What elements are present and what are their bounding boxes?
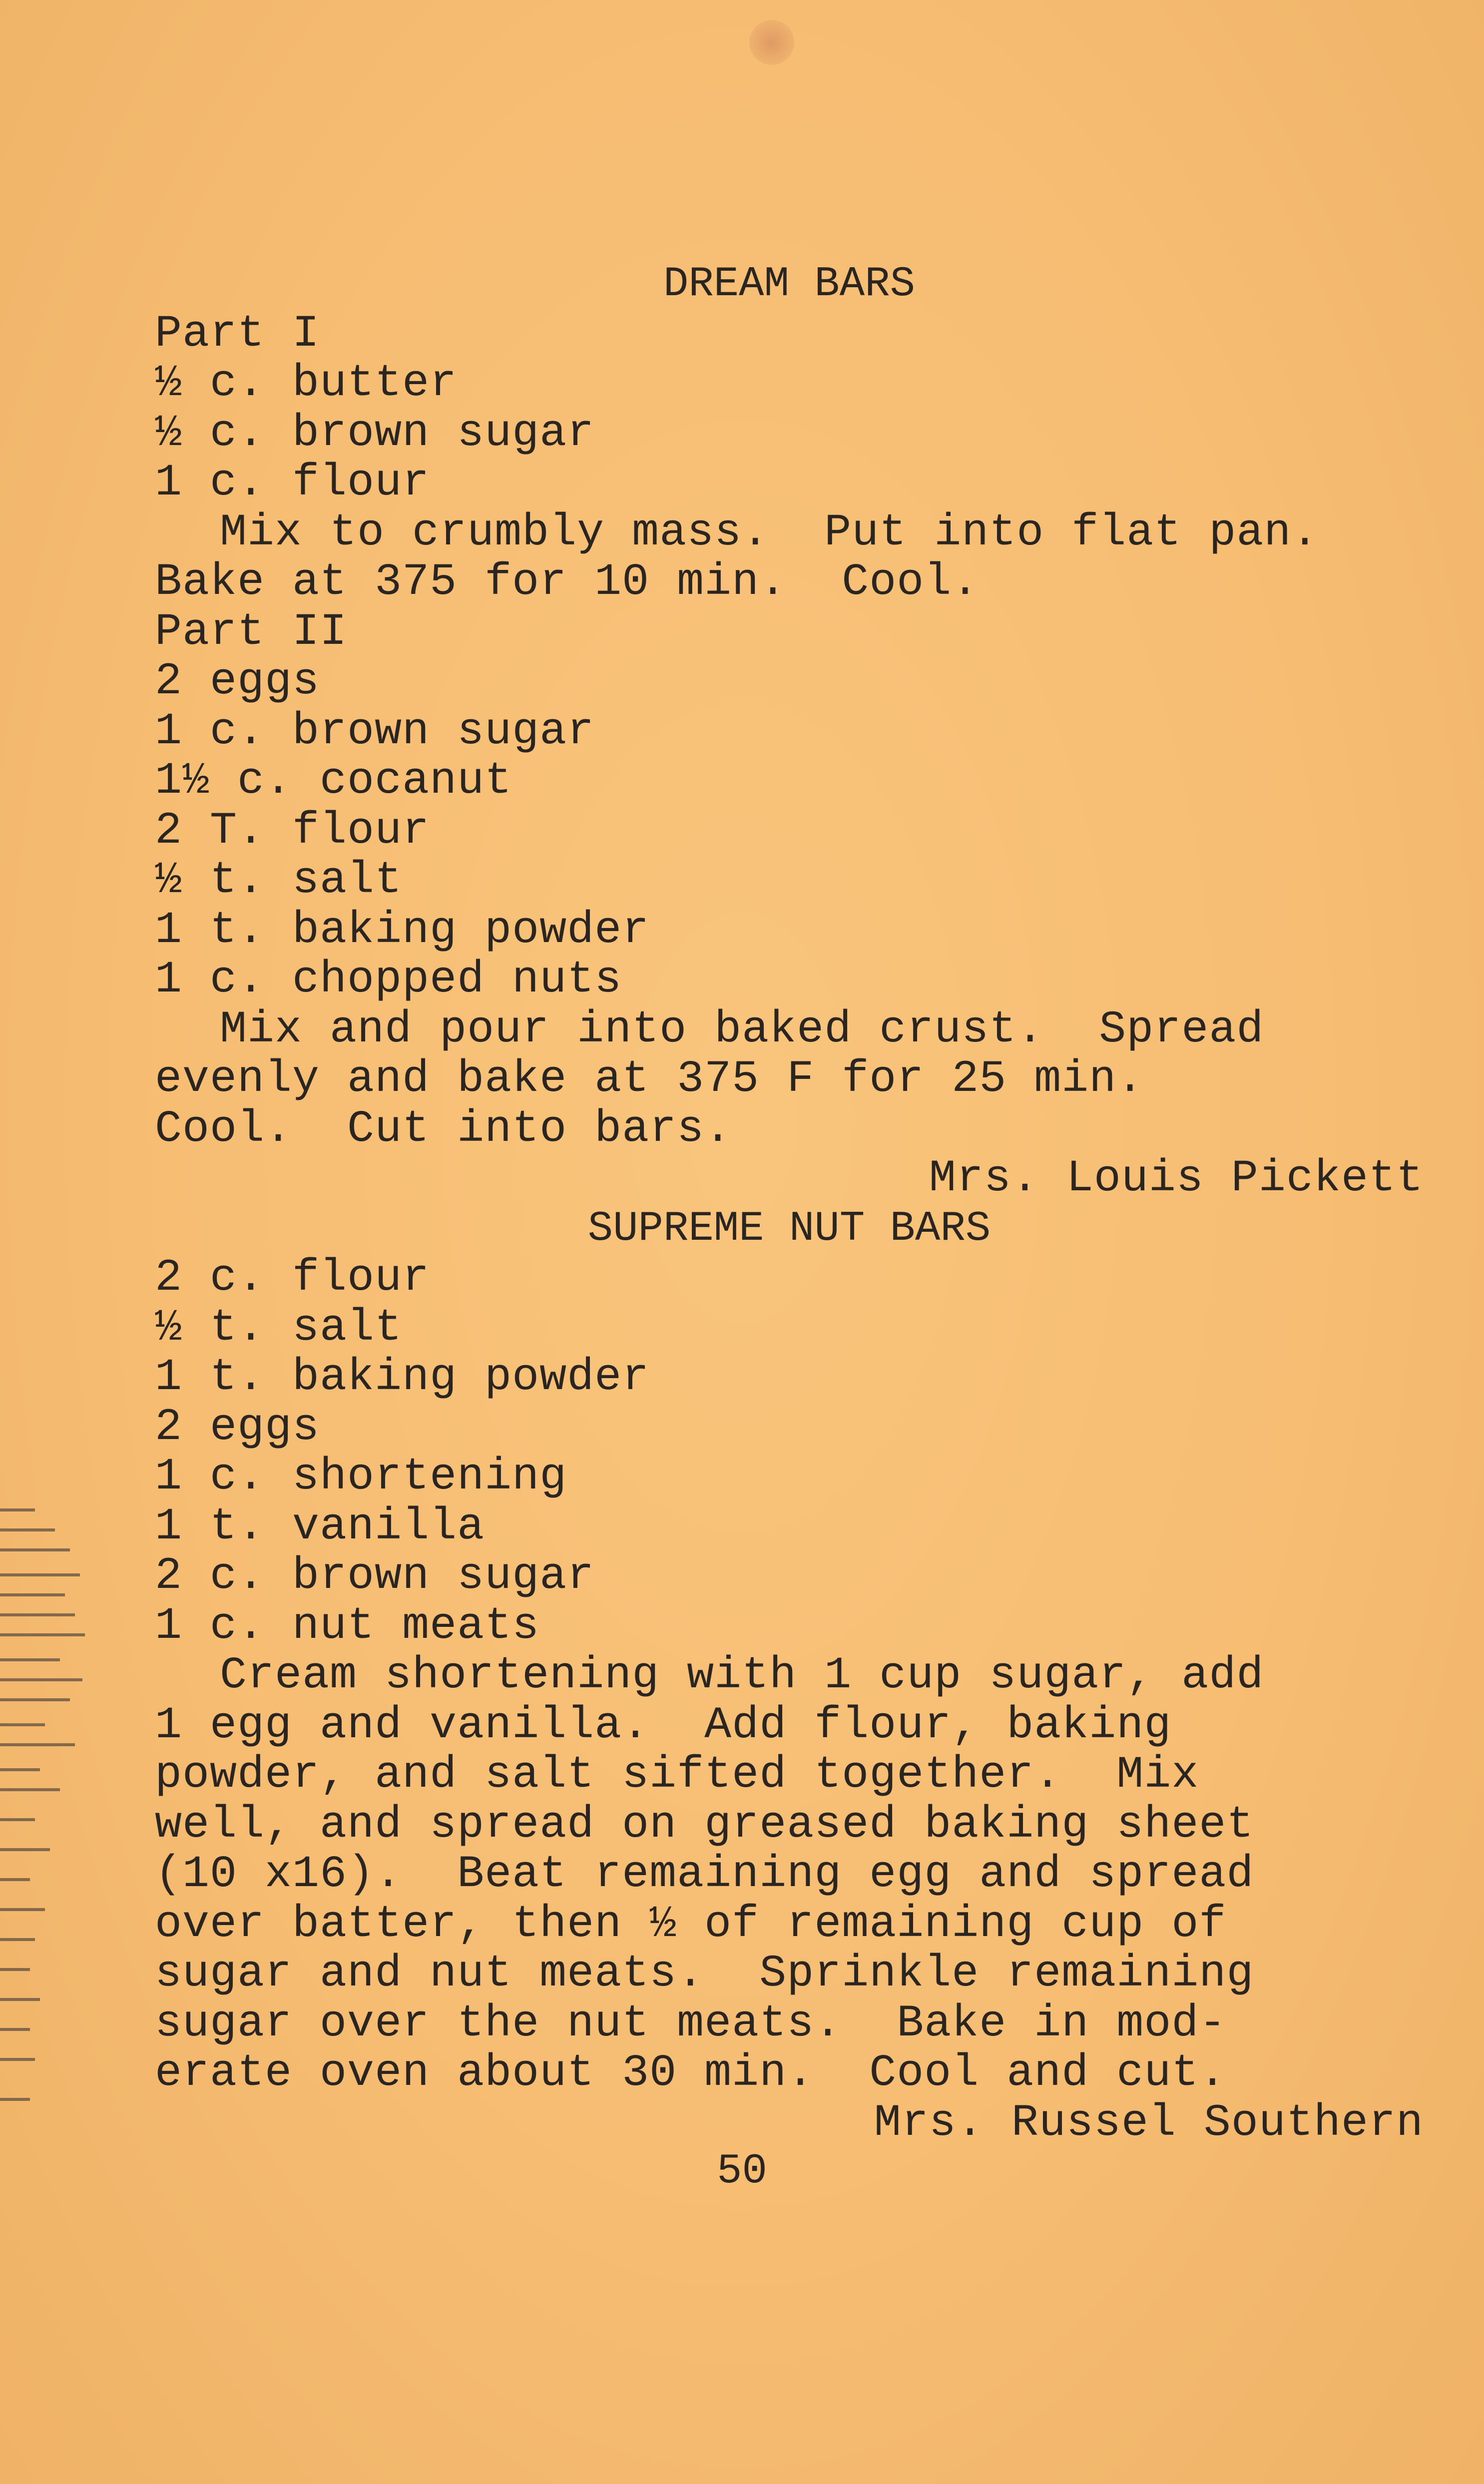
binding-marks	[0, 1508, 85, 2208]
binding-mark	[0, 1658, 60, 1661]
binding-mark	[0, 1878, 30, 1881]
binding-mark	[0, 1528, 55, 1531]
binding-mark	[0, 1908, 45, 1911]
binding-mark	[0, 1723, 45, 1726]
recipe-line: Bake at 375 for 10 min. Cool.	[155, 557, 980, 608]
recipe-author: Mrs. Russel Southern	[874, 2097, 1424, 2149]
recipe-line: erate oven about 30 min. Cool and cut.	[155, 2048, 1227, 2099]
binding-mark	[0, 1593, 65, 1596]
recipe-line: ½ c. brown sugar	[155, 408, 595, 459]
recipe-line: 1½ c. cocanut	[155, 756, 512, 807]
binding-mark	[0, 1508, 35, 1511]
recipe-text-block	[155, 260, 1424, 2148]
recipe-line: (10 x16). Beat remaining egg and spread	[155, 1849, 1254, 1900]
recipe-line: 2 eggs	[155, 656, 320, 707]
binding-mark	[0, 1633, 85, 1636]
recipe-line: sugar and nut meats. Sprinkle remaining	[155, 1949, 1254, 1999]
recipe-line: 1 t. baking powder	[155, 905, 650, 956]
recipe-line: Cream shortening with 1 cup sugar, add	[220, 1650, 1264, 1701]
recipe-line: Part I	[155, 308, 320, 360]
recipe-line: 1 egg and vanilla. Add flour, baking	[155, 1700, 1172, 1751]
recipe-line: 2 c. brown sugar	[155, 1551, 595, 1602]
binding-mark	[0, 1818, 35, 1821]
binding-mark	[0, 1698, 70, 1701]
recipe-author: Mrs. Louis Pickett	[929, 1153, 1424, 1204]
recipe-title: SUPREME NUT BARS	[587, 1205, 991, 1253]
recipe-line: 1 t. vanilla	[155, 1501, 485, 1552]
recipe-line: 1 c. shortening	[155, 1452, 567, 1502]
recipe-line: Part II	[155, 606, 348, 658]
recipe-line: ½ t. salt	[155, 1302, 403, 1354]
recipe-line: Mix to crumbly mass. Put into flat pan.	[220, 507, 1319, 558]
recipe-line: well, and spread on greased baking sheet	[155, 1799, 1254, 1851]
recipe-line: 2 T. flour	[155, 805, 430, 857]
binding-mark	[0, 1968, 30, 1971]
page-number: 50	[717, 2148, 767, 2195]
binding-mark	[0, 1743, 75, 1746]
recipe-line: Mix and pour into baked crust. Spread	[220, 1004, 1264, 1055]
recipe-line: 1 t. baking powder	[155, 1352, 650, 1403]
recipe-line: Cool. Cut into bars.	[155, 1103, 732, 1155]
recipe-line: ½ t. salt	[155, 855, 403, 906]
binding-mark	[0, 1678, 82, 1681]
recipe-line: 1 c. flour	[155, 458, 430, 508]
recipe-line: ½ c. butter	[155, 358, 458, 409]
recipe-lines	[155, 1254, 1424, 2099]
recipe-line: powder, and salt sifted together. Mix	[155, 1750, 1199, 1801]
recipe-line: 2 eggs	[155, 1402, 320, 1453]
recipe-title: DREAM BARS	[663, 261, 916, 308]
paper-stain	[749, 20, 794, 65]
binding-mark	[0, 1548, 70, 1551]
binding-mark	[0, 1848, 50, 1851]
binding-mark	[0, 1613, 75, 1616]
binding-mark	[0, 1938, 35, 1941]
recipe-line: 2 c. flour	[155, 1253, 430, 1304]
recipe-line: 1 c. brown sugar	[155, 706, 595, 757]
binding-mark	[0, 2028, 30, 2031]
recipe-line: evenly and bake at 375 F for 25 min.	[155, 1054, 1144, 1105]
recipe-line: 1 c. chopped nuts	[155, 955, 622, 1005]
binding-mark	[0, 1573, 80, 1576]
binding-mark	[0, 2098, 30, 2101]
recipe-line: over batter, then ½ of remaining cup of	[155, 1899, 1227, 1950]
recipe-line: 1 c. nut meats	[155, 1600, 540, 1652]
recipe-lines	[155, 310, 1424, 1155]
binding-mark	[0, 1998, 40, 2001]
binding-mark	[0, 1788, 60, 1791]
recipe-line: sugar over the nut meats. Bake in mod-	[155, 1998, 1227, 2049]
binding-mark	[0, 1768, 40, 1771]
binding-mark	[0, 2058, 35, 2061]
